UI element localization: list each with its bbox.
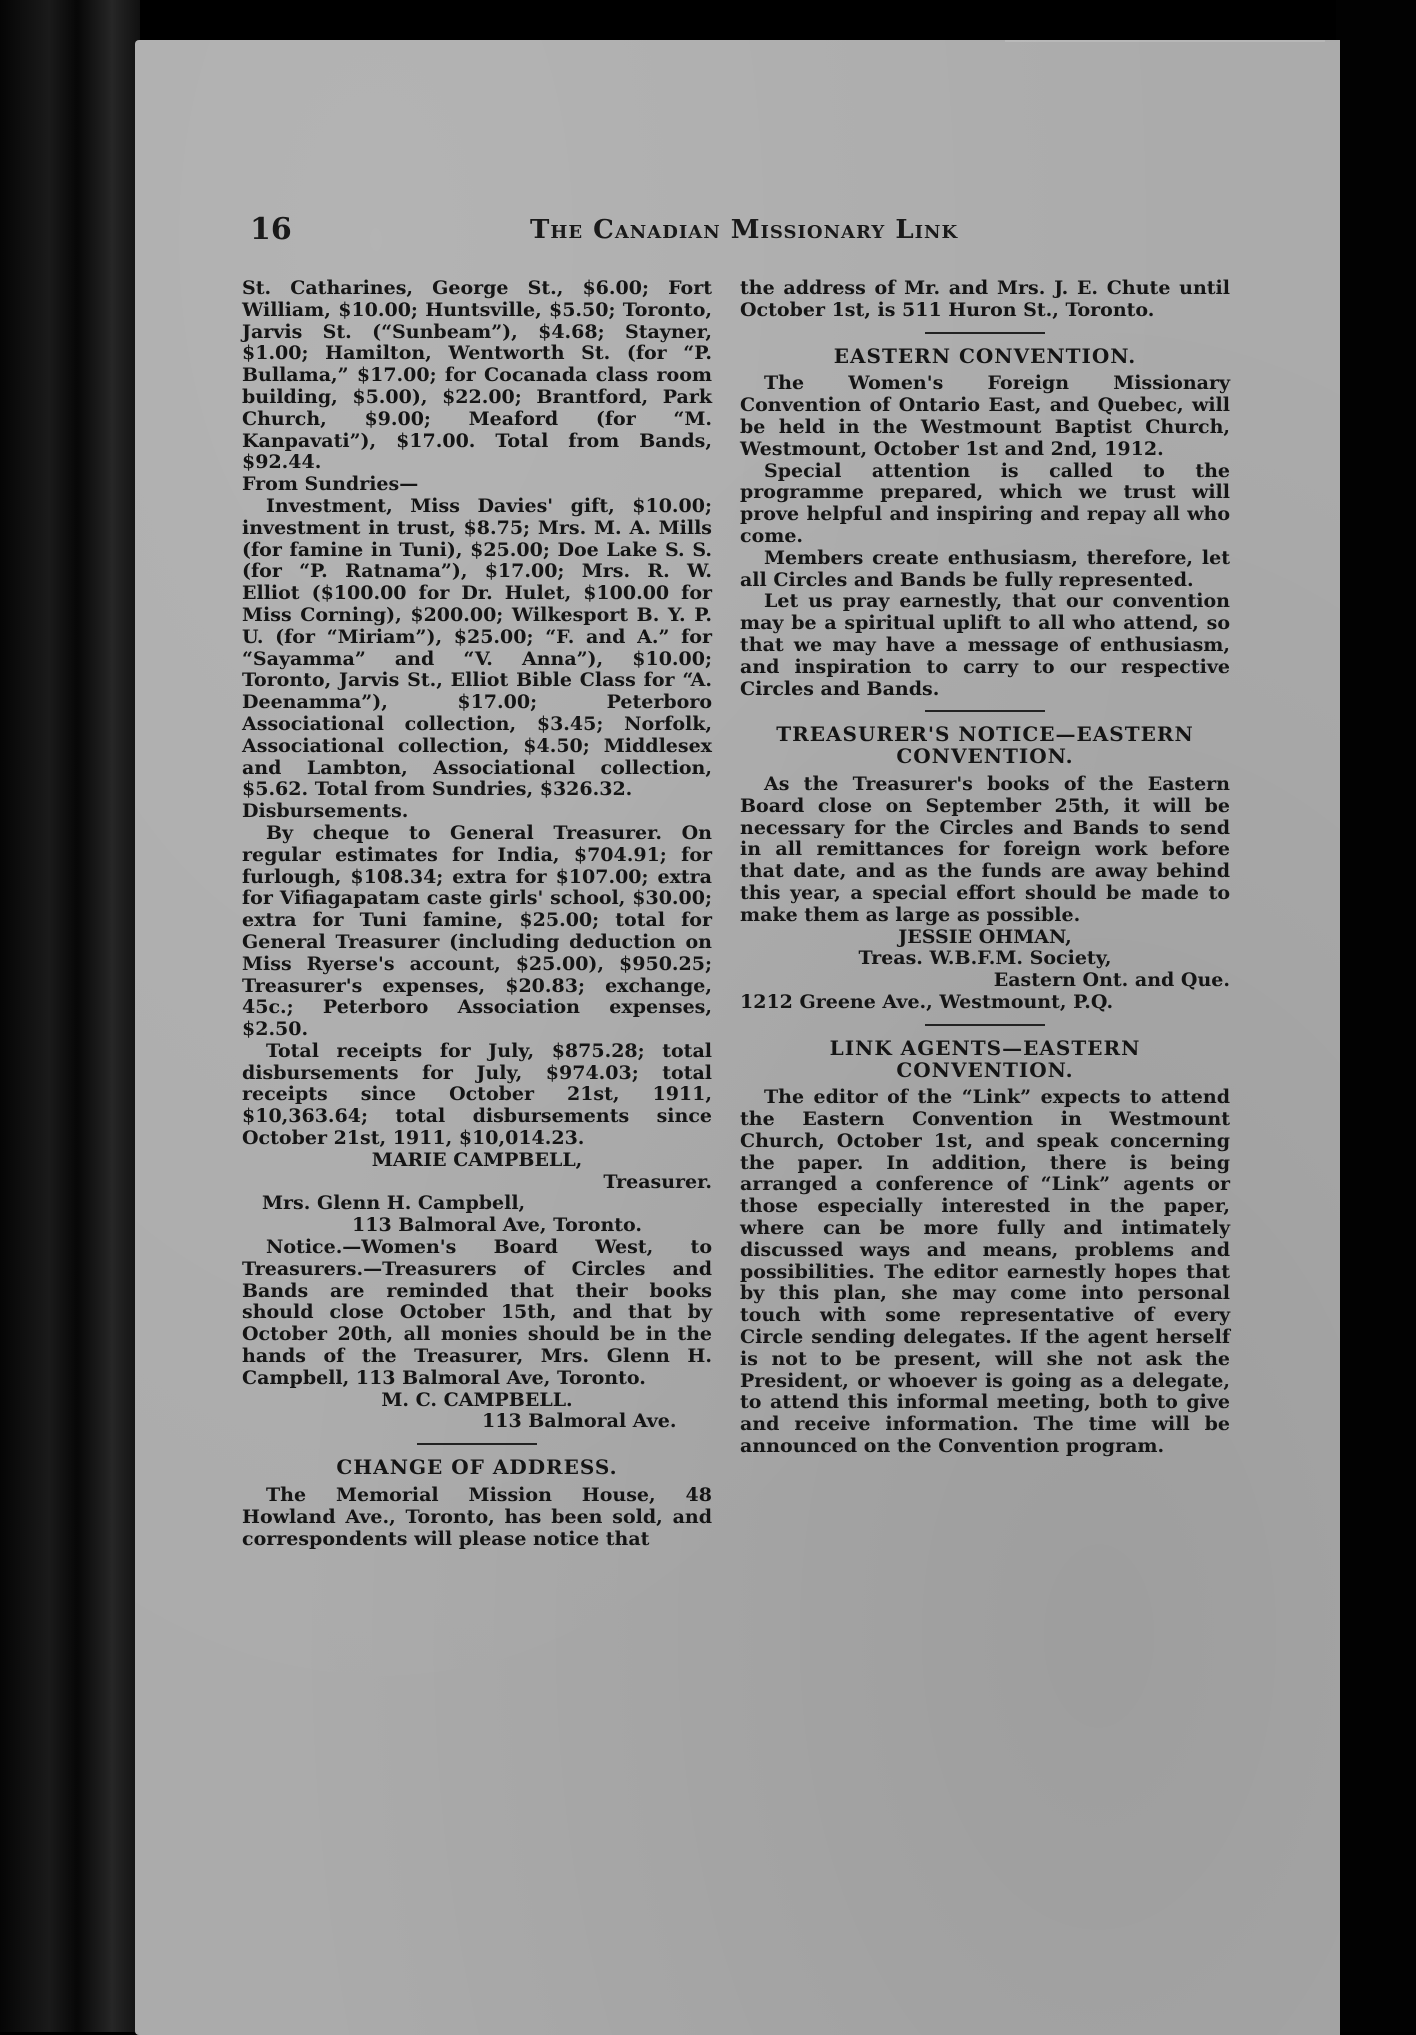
- right-column: [740, 278, 1230, 1458]
- divider-rule: [417, 1443, 537, 1445]
- divider-rule: [925, 1024, 1045, 1026]
- treasurers-notice-paragraph: As the Treasurer's books of the Eastern Board close on September 25th, it will be necessary for the Circles and Bands to send in all remittances for foreign work before that date, and as the funds are away behind this year, a special effort should be made to make them as large as possible.: [740, 772, 1230, 926]
- notice-address: 113 Balmoral Ave.: [482, 1410, 677, 1433]
- film-edge-right: [1336, 0, 1416, 2032]
- signature-title: Treasurer.: [603, 1170, 712, 1193]
- eastern-paragraph-3: Members create enthusiasm, therefore, let all Circles and Bands be fully represented.: [740, 546, 1230, 591]
- treasurers-notice-heading: TREASURER'S NOTICE—EASTERN CONVENTION.: [776, 722, 1194, 769]
- eastern-convention-heading: EASTERN CONVENTION.: [833, 343, 1137, 368]
- signature-name: MARIE CAMPBELL,: [371, 1148, 583, 1171]
- film-edge-left: [0, 0, 140, 2032]
- notice-paragraph: Notice.—Women's Board West, to Treasurers.—Treasurers of Circles and Bands are reminded that their books should close October 15th, and that by October 20th, all monies should be in the hands of the Treasurer, Mrs. Glenn H. Campbell, 113 Balmoral Ave, Toronto.: [242, 1236, 712, 1389]
- eastern-paragraph-4: Let us pray earnestly, that our convention may be a spiritual uplift to all who attend, so that we may have a message of enthusiasm, and inspiration to carry to our respective Circles and Bands.: [740, 590, 1230, 700]
- totals-paragraph: Total receipts for July, $875.28; total disbursements for July, $974.03; total receipts since October 21st, 1911, $10,363.64; total disbursements since October 21st, 1911, $10,014.23.: [242, 1039, 712, 1150]
- eastern-paragraph-1: The Women's Foreign Missionary Convention of Ontario East, and Quebec, will be held in the Westmount Baptist Church, Westmount, October 1st and 2nd, 1912.: [740, 372, 1230, 460]
- eastern-paragraph-2: Special attention is called to the programme prepared, which we trust will prove helpful and inspiring and repay all who come.: [740, 459, 1230, 547]
- disbursements-label: Disbursements.: [242, 800, 409, 823]
- sundries-label: From Sundries—: [242, 473, 419, 496]
- treasurer-signature-line-2: Treas. W.B.F.M. Society,: [858, 947, 1112, 970]
- running-title: The Canadian Missionary Link: [530, 215, 959, 245]
- treasurer-signature: JESSIE OHMAN,: [898, 925, 1072, 948]
- scan-streak: [1005, 40, 1325, 42]
- notice-signature: M. C. CAMPBELL.: [381, 1388, 573, 1411]
- link-agents-paragraph: The editor of the “Link” expects to attend the Eastern Convention in Westmount Church, October 1st, and speak concerning the paper. In addition, there is being arranged a conference of “Link” agents or those especially interested in the paper, where can be more fully and intimately discussed ways and means, problems and possibilities. The editor earnestly hopes that by this plan, she may come into personal touch with some representative of every Circle sending delegates. If the agent herself is not to be present, will she not ask the President, or whoever is going as a delegate, to attend this informal meeting, both to give and receive information. The time will be announced on the Convention program.: [740, 1086, 1230, 1458]
- signature-mrs: Mrs. Glenn H. Campbell,: [262, 1192, 526, 1215]
- left-column: [242, 278, 712, 1550]
- link-agents-heading: LINK AGENTS—EASTERN CONVENTION.: [829, 1035, 1141, 1082]
- treasurer-signature-line-3: Eastern Ont. and Que.: [993, 969, 1230, 992]
- change-of-address-paragraph: The Memorial Mission House, 48 Howland Ave., Toronto, has been sold, and correspondents will please notice that: [242, 1484, 712, 1550]
- change-of-address-heading: CHANGE OF ADDRESS.: [336, 1455, 618, 1480]
- treasurer-address: 1212 Greene Ave., Westmount, P.Q.: [740, 990, 1114, 1013]
- disbursements-paragraph: By cheque to General Treasurer. On regular estimates for India, $704.91; for furlough, $108.34; extra for $107.00; extra for Vifiagapatam caste girls' school, $30.00; extra for Tuni famine, $25.00; total for General Treasurer (including deduction on Miss Ryerse's account, $25.00), $950.25; Treasurer's expenses, $20.83; exchange, 45c.; Peterboro Association expenses, $2.50.: [242, 821, 712, 1041]
- bands-list-paragraph: St. Catharines, George St., $6.00; Fort William, $10.00; Huntsville, $5.50; Toronto, Jarvis St. (“Sunbeam”), $4.68; Stayner, $1.00; Hamilton, Wentworth St. (for “P. Bullama,” $17.00; for Cocanada class room building, $5.00), $22.00; Brantford, Park Church, $9.00; Meaford (for “M. Kanpavati”), $17.00. Total from Bands, $92.44.: [242, 277, 712, 474]
- page-number: 16: [250, 212, 292, 247]
- divider-rule: [925, 710, 1045, 712]
- continued-paragraph: the address of Mr. and Mrs. J. E. Chute until October 1st, is 511 Huron St., Toronto.: [740, 277, 1230, 321]
- sundries-paragraph: Investment, Miss Davies' gift, $10.00; investment in trust, $8.75; Mrs. M. A. Mills (for famine in Tuni), $25.00; Doe Lake S. S. (for “P. Ratnama”), $17.00; Mrs. R. W. Elliot ($100.00 for Dr. Hulet, $100.00 for Miss Corning), $200.00; Wilkesport B. Y. P. U. (for “Miriam”), $25.00; “F. and A.” for “Sayamma” and “V. Anna”), $10.00; Toronto, Jarvis St., Elliot Bible Class for “A. Deenamma”), $17.00; Peterboro Associational collection, $3.45; Norfolk, Associational collection, $4.50; Middlesex and Lambton, Associational collection, $5.62. Total from Sundries, $326.32.: [242, 494, 712, 801]
- magazine-page: [135, 40, 1340, 2035]
- divider-rule: [925, 332, 1045, 334]
- signature-address: 113 Balmoral Ave, Toronto.: [352, 1214, 642, 1237]
